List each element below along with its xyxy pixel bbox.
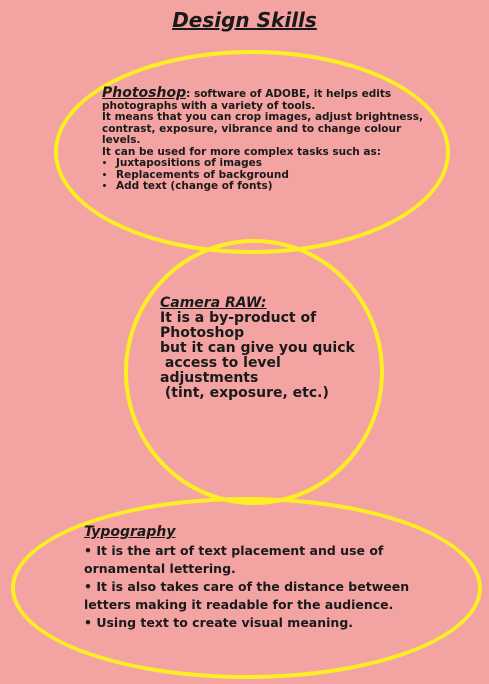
photoshop-bullet-list: [102, 158, 432, 193]
camera-raw-line: It is a by-product of: [160, 310, 317, 326]
list-item: • Add text (change of fonts): [116, 181, 432, 193]
typography-section: [84, 523, 436, 632]
photoshop-section: [102, 85, 432, 193]
camera-raw-line: access to level: [160, 355, 281, 371]
typography-point: • It is also takes care of the distance between letters making it readable for the audience.: [84, 579, 410, 612]
photoshop-intro-text: : software of ADOBE, it helps edits photographs with a variety of tools.: [102, 88, 392, 112]
typography-point: • It is the art of text placement and use of ornamental lettering.: [84, 543, 384, 576]
photoshop-line-2: It means that you can crop images, adjust brightness, contrast, exposure, vibrance and to change colour levels.: [102, 111, 423, 146]
camera-raw-line: adjustments: [160, 370, 259, 386]
photoshop-line-3: It can be used for more complex tasks such as:: [102, 145, 381, 158]
list-item: • Replacements of background: [116, 170, 432, 182]
camera-raw-line: (tint, exposure, etc.): [160, 385, 329, 401]
photoshop-intro: [102, 85, 432, 112]
page-title: [0, 8, 489, 32]
camera-raw-section: [160, 296, 370, 401]
page-title-text: Design Skills: [172, 8, 317, 32]
photoshop-heading: Photoshop: [102, 85, 187, 101]
camera-raw-heading: Camera RAW:: [160, 295, 267, 311]
typography-point: • Using text to create visual meaning.: [84, 615, 354, 630]
camera-raw-line: but it can give you quick: [160, 340, 355, 356]
list-item: • Juxtapositions of images: [116, 158, 432, 170]
camera-raw-line: Photoshop: [160, 325, 245, 341]
typography-heading: Typography: [84, 524, 176, 540]
